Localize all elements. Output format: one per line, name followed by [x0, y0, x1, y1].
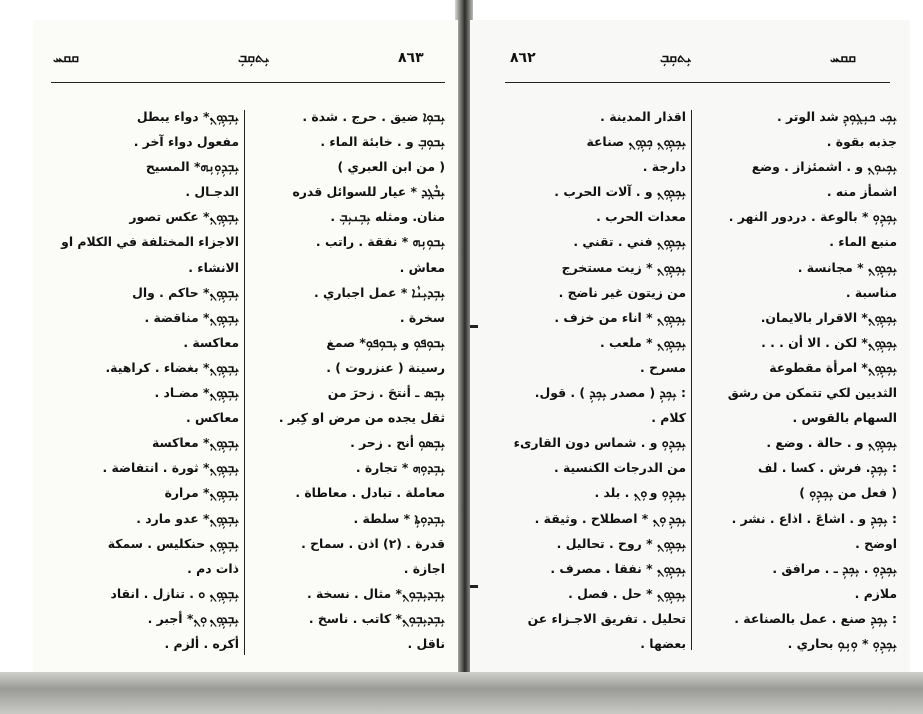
entry-line: ܝܼܟܼܕܼܘܼܢܼ* لكن . الا أن . . . [761, 334, 897, 350]
entry-line: ܝܼܒܼܕܼܘܼܢܼܗ* المسيح [145, 159, 239, 175]
entry-line: ܝܼܒܼܣ ـ أنتحَ . زحرَ من [327, 385, 445, 401]
entry-line: : ܝܼܟܼܕܼ صنع . عمل بالصناعة . [734, 610, 897, 626]
entry-line: ܝܼܒܼܕܼܘܼܢܼ* معاكسة [152, 435, 239, 451]
entry-line: ܝܼܒܼܕܝܼܒܼܘܼܢܼ* مثال . نسخة . [307, 585, 445, 601]
entry-line: ܝܼܒܼܕܘܼܗ * تجارة . [355, 460, 445, 476]
entry-line: ܝܼܟܼܕܼܘܼܢܼ* امرأة مقطوعة [769, 359, 897, 375]
entry-line: ܝܼܟܼܕܼܘܼ و . شماس دون القارىء [513, 435, 686, 451]
entry-line: الاجزاء المختلفة في الكلام او [61, 234, 239, 250]
entry-line: ܝܼܒܘܼܐ ضيق . حرج . شدة . [302, 109, 445, 124]
entry-line: معاكسة . [183, 334, 239, 350]
entry-line: معاش . [399, 259, 445, 275]
entry-line: ܝܼܟܼܕܼܘܼܢܼ* الاقرار بالايمان. [760, 309, 897, 325]
entry-line: ܝܼܒܼܕܼܘܼܢܼ* ثورة . انتفاضة . [102, 460, 239, 476]
entry-line: ܝܼܟܼܕܼ ܘܼܢܼ * اصطلاح . وثيقة . [534, 510, 686, 526]
entry-line: ܝܼܒܼܕܼܘܼܢܼ* عكس تصور [129, 209, 239, 225]
entry-line: معاملة . تبادل . معاطاة . [295, 485, 445, 501]
entry-line: ذات دم . [187, 560, 239, 576]
entry-line: ܝܼܒܘܼܦܘܼ و ܝܼܒܘܼܦܘܼ* صمغ [326, 334, 445, 350]
entry-line: ܝܼܟܼܕܼܘܼܢܼ فني . تقني . [573, 234, 686, 250]
entry-line: منبع الماء . [829, 234, 897, 250]
entry-line: مسرح . [640, 359, 686, 375]
entry-line: معدات الحرب . [596, 209, 686, 225]
entry-line: ܝܼܒܼܣܘܼ أنح . زحر . [350, 435, 445, 451]
entry-line: ܝܼܟܼܕܼܘܼ و ܘܼܢܼ . بلد . [594, 485, 686, 501]
entry-line: ناقل . [407, 635, 445, 651]
entry-line: ܝܼܟܼܕܼܘܼܢܼ * اناء من خزف . [554, 309, 686, 325]
entry-line: ܝܼܟܼܕܼܘܼ . ܝܼܟܼܕܼ ـ . مرافق . [772, 560, 897, 576]
left-page-header-rule [51, 82, 445, 83]
entry-line: من الدرجات الكنسية . [553, 460, 686, 476]
entry-line: ܝܼܟܼܕܼܘܼܢܼ * مجانسة . [797, 259, 897, 275]
entry-line: سخرة . [399, 309, 445, 325]
entry-line: دارجة . [642, 159, 686, 175]
left-page-number: ٨٦٣ [398, 50, 424, 66]
entry-line: : ܝܼܟܼܕܼ. فرش . كسا . لف [757, 460, 897, 476]
entry-line: الانشاء . [188, 259, 239, 275]
left-page-right-column [255, 104, 445, 656]
entry-line: ܝܼܟܼܕܼܘܼܢܼ * حل . فصل . [568, 585, 686, 601]
left-page-left-column [51, 104, 239, 656]
entry-line: ܝܼܒܼܕܝܼܒܼܘܼܢܼ* كاتب . ناسخ . [308, 610, 445, 626]
margin-mark-upper [470, 325, 478, 328]
entry-line: ܝܼܟܼܕܼܘܼܢܼ و . آلات الحرب . [554, 184, 686, 200]
right-page-number: ٨٦٢ [510, 50, 536, 66]
entry-line: معاكس . [185, 410, 239, 426]
entry-line: ملازم . [854, 585, 897, 601]
entry-line: أكره . ألزم . [164, 635, 239, 651]
entry-line: ܝܼܒܼܕܘܼܬܼܐ * سلطة . [353, 510, 445, 526]
entry-line: ܝܼܒܼܕܼܘܼܢܼ* حاكم . وال [132, 284, 239, 300]
entry-line: بعضها . [640, 635, 686, 651]
right-page-right-column [702, 104, 897, 656]
entry-line: ܝܼܒܼܕܝܼܢܵܐ * عمل اجباري . [313, 284, 445, 300]
entry-line: ܝܼܟܼܕܼܘܼܢܼ * روح . تحاليل . [556, 535, 686, 551]
right-page-header-center: ܝܼܬܩܼܒܼ [660, 50, 692, 66]
entry-line: الدجـال . [185, 184, 239, 200]
entry-line: رسينة ( عنزروت ) . [326, 359, 445, 375]
entry-line: ܝܼܒܼܕܼܘܼܢܼ* بغضاء . كراهية. [105, 359, 239, 375]
right-page [470, 20, 910, 680]
entry-line: ܝܼܒܼܕܼܘܼܢܼ* دواء يبطل [136, 109, 239, 124]
entry-line: ܝܼܒܼܕܼܘܼܢܼ* مناقضة . [144, 309, 239, 325]
entry-line: ܝܼܟܼܕܼܘܼܢܼ ܟܼܕܼܘܼܢܼ صناعة [586, 134, 686, 150]
entry-line: ܝܼܒܘܼܒܼ و . خابئة الماء . [320, 134, 445, 150]
left-page [33, 20, 458, 680]
entry-line: ܝܼܒܼܕܼܘܼܢܼ* عدو مارد . [136, 510, 239, 526]
entry-line: ܝܼܒܼܕܼܘܼܢܼ ܘ . تنازل . انقاد [110, 585, 239, 601]
entry-line: ܝܼܒܵܓܼܕ * عيار للسوائل قدره [292, 184, 445, 200]
entry-line: السهام بالقوس . [792, 410, 897, 426]
entry-line: ܝܼܒܼܕܼܘܼܢܼ* مضـاد . [154, 385, 239, 401]
entry-line: : ܝܼܟܼܕܼ و . اشاعَ . اذاع . نشر . [731, 510, 897, 526]
book-bottom-edge [0, 672, 923, 714]
entry-line: ( من ابن العبري ) [337, 159, 445, 175]
entry-line: جذبه بقوة . [826, 134, 897, 150]
entry-line: من زيتون غير ناضج . [558, 284, 686, 300]
right-page-header-rule [505, 82, 890, 83]
entry-line: ( فعل من ܝܼܟܼܕܼܘܼ ) [799, 485, 897, 501]
entry-line: ܝܼܟܼܕܼܘܼܢܼ * زيت مستخرج [561, 259, 686, 275]
margin-mark-lower [470, 585, 478, 588]
entry-line: : ܝܼܟܼܕܼ ( مصدر ܝܼܟܼܕܼ ) . قول. [534, 385, 686, 401]
entry-line: ܝܼܟܼܕܼܘܼܢܼ * نفقا . مصرف . [550, 560, 686, 576]
entry-line: مفعول دواء آخر . [133, 134, 239, 150]
right-page-column-rule [691, 110, 692, 650]
entry-line: ܝܼܒܼܕܼܘܼܢܼ* مرارة [164, 485, 239, 501]
entry-line: ܝܼܟܼܝܘܼܢܼ و . اشمئزاز . وضع [751, 159, 897, 175]
entry-line: ܝܼܟܼܕܼܘܼ * ܘܼܢܼܘܼ بحاري . [787, 635, 897, 651]
entry-line: اجازة . [403, 560, 445, 576]
entry-line: ܝܼܟܼܕܼܘܼ * بالوعة . دردور النهر . [728, 209, 897, 225]
entry-line: ܝܼܒܼܕܼܘܼܢܼ حنكليس . سمكة [107, 535, 239, 551]
entry-line: اوضح . [855, 535, 897, 551]
left-page-header-center: ܝܼܬܩܼܒܼ [238, 50, 270, 66]
left-page-column-rule [244, 110, 245, 655]
entry-line: كلام . [651, 410, 686, 426]
entry-line: ܝܼܟܼܝ ܟܢܼܓܼܘܼܕܼ شد الوتر . [777, 109, 897, 124]
entry-line: اقذار المدينة . [600, 109, 686, 124]
entry-line: الثديين لكي تتمكن من رشق [727, 385, 897, 401]
entry-line: ثقل يجده من مرض او كِبر . [278, 410, 445, 426]
entry-line: منان. ومثله ܝܼܒܼܢܝܼܒܼ . [330, 209, 445, 225]
right-page-left-column [500, 104, 686, 656]
entry-line: قدرة . (٢) اذن . سماح . [301, 535, 445, 551]
entry-line: ܝܼܒܘܼܢܼܗ * نفقة . راتب . [315, 234, 445, 250]
entry-line: ܝܼܟܼܕܼܘܼܢܼ و . حالة . وضع . [766, 435, 897, 451]
entry-line: اشمأز منه . [826, 184, 897, 200]
entry-line: مناسبة . [845, 284, 897, 300]
left-page-header-left: ܩܩܚ [53, 50, 79, 66]
right-page-header-right: ܩܩܚ [830, 50, 856, 66]
entry-line: ܝܼܟܼܕܼܘܼܢܼ * ملعب . [599, 334, 686, 350]
entry-line: تحليل . تفريق الاجـزاء عن [527, 610, 686, 626]
entry-line: ܝܼܒܼܕܼܘܼܢܼ ܘܼܢܼ* أجبر . [147, 610, 239, 626]
